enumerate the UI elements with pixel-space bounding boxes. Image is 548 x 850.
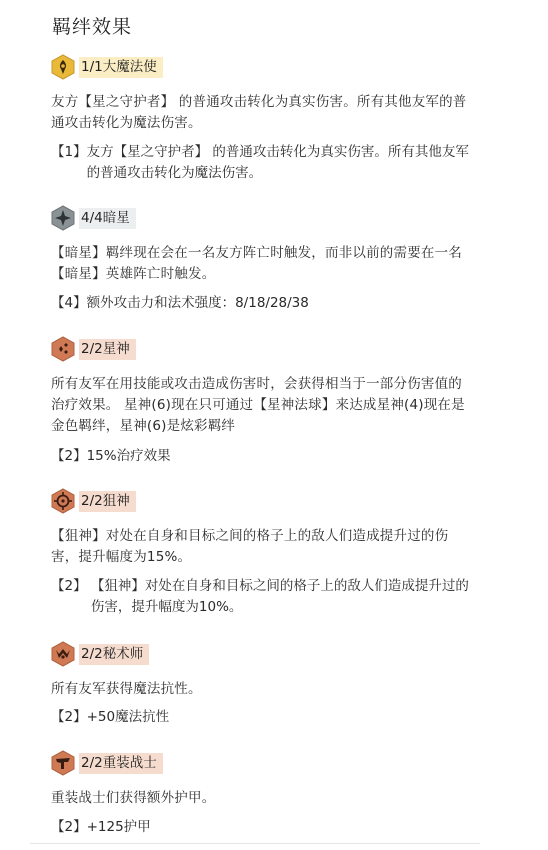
tier-text: 额外攻击力和法术强度：8/18/28/38: [86, 295, 309, 311]
tier-tag: 【2】: [51, 448, 87, 464]
trait-label: 4/4暗星: [79, 208, 136, 229]
trait-label: 1/1大魔法使: [79, 57, 163, 78]
trait-header-arcanist[interactable]: [50, 54, 163, 80]
tier-text: 友方【星之守护者】 的普通攻击转化为真实伤害。所有其他友军的普通攻击转化为魔法伤害。: [86, 144, 469, 181]
trait-label: 2/2星神: [79, 339, 136, 360]
trait-header-dark-star[interactable]: [50, 205, 136, 231]
arcanist-wand-icon: [50, 54, 76, 80]
trait-tier-row: [51, 293, 471, 314]
tier-tag: 【2】: [51, 819, 87, 835]
tier-tag: 【1】: [51, 144, 87, 160]
trait-description: 【狙神】对处在自身和目标之间的格子上的敌人们造成提升过的伤害，提升幅度为15%。: [51, 528, 449, 565]
trait-description: 重装战士们获得额外护甲。: [51, 790, 216, 806]
celestial-icon: [50, 336, 76, 362]
trait-header-celestial[interactable]: [50, 336, 136, 362]
tier-text: +50魔法抗性: [86, 709, 170, 725]
trait-label: 2/2秘术师: [79, 644, 149, 665]
tier-text: 15%治疗效果: [86, 448, 171, 464]
vanguard-helmet-icon: [50, 750, 76, 776]
mystic-icon: [50, 641, 76, 667]
trait-description: 友方【星之守护者】 的普通攻击转化为真实伤害。所有其他友军的普通攻击转化为魔法伤害。: [51, 94, 467, 131]
trait-tier-row: [51, 446, 471, 467]
tier-text: 【狙神】对处在自身和目标之间的格子上的敌人们造成提升过的伤害，提升幅度为10%。: [90, 578, 469, 615]
trait-tier-row: [51, 817, 471, 838]
page-title: 羁绊效果: [52, 16, 133, 38]
trait-label: 2/2重装战士: [79, 753, 163, 774]
trait-description: 所有友军在用技能或攻击造成伤害时，会获得相当于一部分伤害值的治疗效果。 星神(6)现在只可通过【星神法球】来达成星神(4)现在是金色羁绊，星神(6)是炫彩羁绊: [51, 376, 465, 434]
trait-tier-row: [51, 142, 471, 184]
trait-tier-row: [51, 576, 471, 618]
trait-header-sniper[interactable]: [50, 488, 136, 514]
divider: [30, 843, 480, 844]
tier-tag: 【4】: [51, 295, 87, 311]
trait-header-vanguard[interactable]: [50, 750, 163, 776]
sniper-crosshair-icon: [50, 488, 76, 514]
trait-label: 2/2狙神: [79, 491, 136, 512]
trait-tier-row: [51, 707, 471, 728]
dark-star-icon: [50, 205, 76, 231]
trait-description: 【暗星】羁绊现在会在一名友方阵亡时触发，而非以前的需要在一名【暗星】英雄阵亡时触发。: [51, 245, 462, 282]
tier-tag: 【2】: [51, 578, 91, 594]
trait-header-mystic[interactable]: [50, 641, 149, 667]
trait-description: 所有友军获得魔法抗性。: [51, 681, 202, 697]
tier-tag: 【2】: [51, 709, 87, 725]
tier-text: +125护甲: [86, 819, 151, 835]
